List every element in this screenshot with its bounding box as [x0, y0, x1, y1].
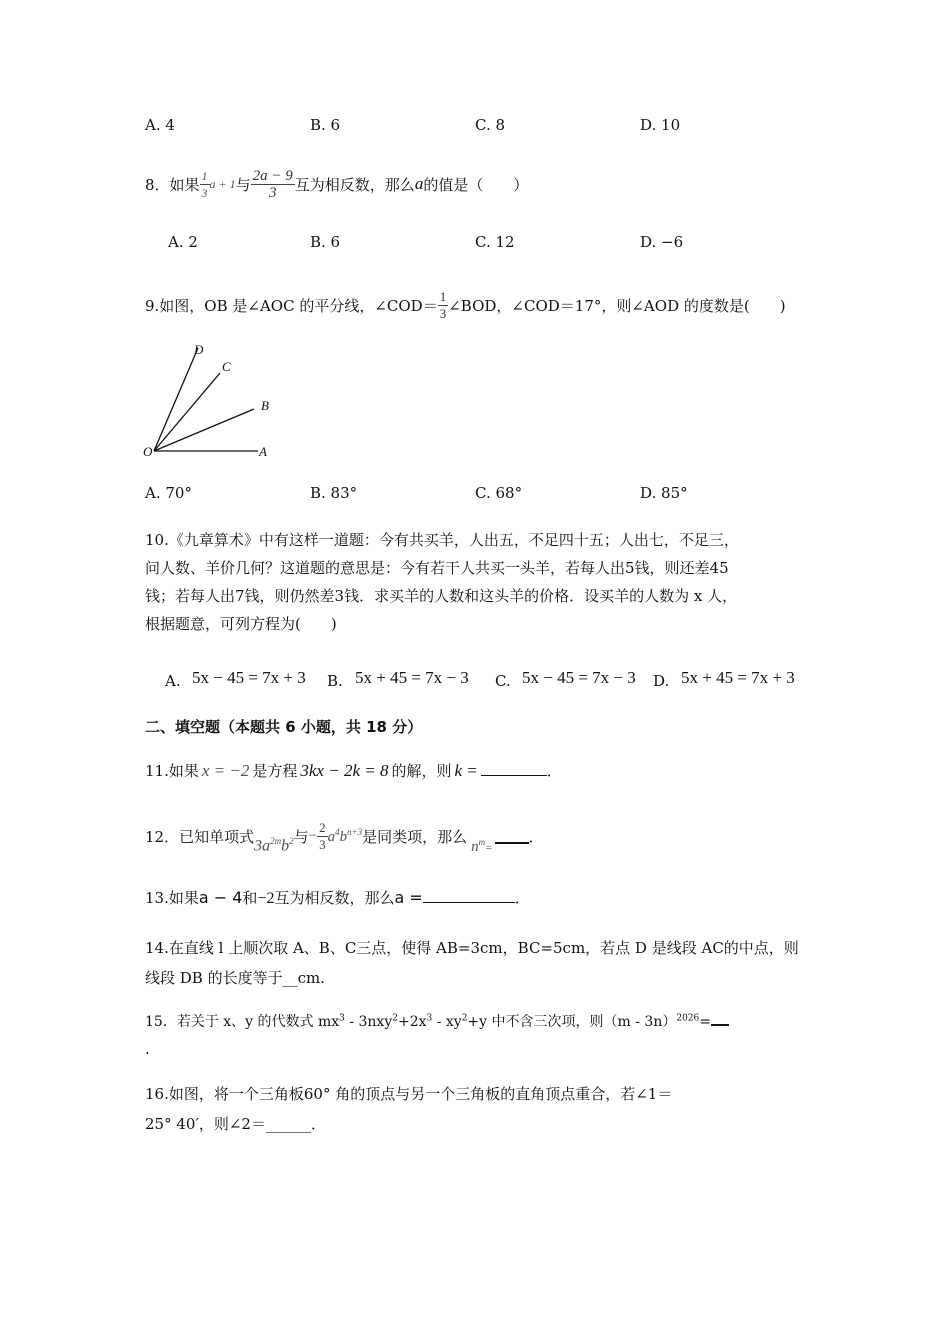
q13-math-2: −2: [257, 890, 275, 907]
q10-option-d-letter: D.: [653, 672, 670, 690]
label-d: D: [194, 342, 204, 357]
q15-a: 15．若关于 x、y 的代数式 mx: [145, 1014, 340, 1030]
q9-text-a: 9.如图，OB 是∠AOC 的平分线，∠COD＝: [145, 296, 438, 315]
q8-mid: 与: [235, 175, 251, 194]
q8-var: a: [414, 174, 424, 193]
q13-answer-blank[interactable]: [423, 888, 515, 903]
question-10: [145, 526, 810, 638]
q12-frac-num: 2: [319, 819, 326, 835]
q12-frac-den: 3: [319, 836, 326, 852]
q11-math-2: 3kx − 2k = 8: [300, 761, 389, 780]
q9-frac-num: 1: [439, 288, 447, 304]
q15-d: - xy: [432, 1014, 462, 1030]
q9-text-b: ∠BOD，∠COD＝17°，则∠AOD 的度数是( ): [448, 296, 786, 315]
q10-line-3: 钱；若每人出7钱，则仍然差3钱．求买羊的人数和这头羊的价格．设买羊的人数为 x 人，: [145, 587, 738, 605]
q8-fraction-2: [251, 168, 295, 201]
q10-option-a-letter: A.: [165, 672, 181, 690]
q15-answer-blank[interactable]: [711, 1010, 729, 1026]
q12-math-1: [254, 836, 294, 855]
q8-option-a: A. 2: [168, 233, 198, 251]
label-o: O: [143, 444, 153, 459]
q12-e3: m: [478, 836, 486, 847]
q10-option-b-expr: 5x + 45 = 7x − 3: [355, 668, 469, 687]
q12-a: 12．已知单项式: [145, 827, 255, 846]
q12-answer-blank[interactable]: [495, 828, 529, 844]
q11-math-3: k =: [454, 761, 478, 780]
q15-e2: 2: [392, 1013, 398, 1024]
q15-c: +2x: [397, 1014, 427, 1030]
q13-a: 13.如果: [145, 889, 199, 907]
question-14: [145, 933, 810, 993]
q15-e3: 3: [426, 1013, 433, 1024]
q8-frac1-den: 3: [201, 185, 208, 200]
q16-line-1: 16.如图，将一个三角板60° 角的顶点与另一个三角板的直角顶点重合，若∠1＝: [145, 1085, 673, 1103]
question-16: [145, 1079, 810, 1139]
q7-options: [145, 116, 845, 138]
q7-option-c: C. 8: [475, 116, 506, 134]
q9-fraction: [438, 289, 449, 322]
q13-b: 和: [242, 889, 258, 907]
label-b: B: [261, 398, 269, 413]
q11-answer-blank[interactable]: [481, 761, 547, 776]
q8-tail-a: 互为相反数，那么: [294, 175, 415, 194]
question-8: [145, 162, 528, 206]
q9-option-b: B. 83°: [310, 484, 358, 502]
q9-options: [145, 484, 845, 506]
q8-expr1-tail: a + 1: [209, 176, 236, 191]
q10-options: [165, 668, 845, 694]
q10-option-d-expr: 5x + 45 = 7x + 3: [681, 668, 795, 687]
q10-line-2: 问人数、羊价几何？这道题的意思是：今有若干人共买一头羊，若每人出5钱，则还差45: [145, 559, 729, 577]
q12-fraction: [317, 820, 328, 853]
q10-option-c-letter: C.: [495, 672, 511, 690]
q10-option-a-expr: 5x − 45 = 7x + 3: [192, 668, 306, 687]
q13-math-3: a =: [394, 888, 423, 907]
q12-m3: n: [471, 838, 479, 855]
q9-option-a: A. 70°: [145, 484, 192, 502]
q13-d: ．: [514, 889, 530, 907]
q7-option-d: D. 10: [640, 116, 681, 134]
q8-number: 8．如果: [145, 175, 200, 194]
q11-c: 的解，则: [391, 762, 452, 780]
q12-m2: a: [327, 828, 336, 845]
question-11: [145, 760, 562, 781]
q12-math-3: [471, 837, 492, 856]
q9-frac-den: 3: [439, 305, 447, 321]
q15-e4: 2: [461, 1013, 468, 1024]
q12-m2b: b: [339, 828, 348, 845]
q12-m3b: =: [485, 841, 493, 854]
label-a: A: [259, 444, 267, 459]
q8-options: [168, 233, 868, 255]
q12-b: 与: [293, 827, 309, 846]
q9-angle-figure: [140, 340, 290, 465]
q13-c: 互为相反数，那么: [274, 889, 395, 907]
q9-option-c: C. 68°: [475, 484, 523, 502]
question-9: [145, 283, 786, 327]
ray-oc: [154, 373, 220, 451]
q12-e1b: 2: [289, 836, 294, 847]
q7-option-b: B. 6: [310, 116, 341, 134]
q8-tail-b: 的值是（ ）: [423, 175, 529, 194]
q8-option-d: D. −6: [640, 233, 684, 251]
question-15: [145, 1010, 729, 1031]
q14-line-2: 线段 DB 的长度等于__cm.: [145, 969, 325, 987]
section-2-title: 二、填空题（本题共 6 小题，共 18 分）: [145, 718, 423, 736]
q15-end: .: [145, 1040, 150, 1058]
q8-fraction-1: [200, 168, 210, 201]
q16-line-2: 25° 40′，则∠2＝______．: [145, 1115, 326, 1133]
q11-b: 是方程: [252, 762, 298, 780]
q12-m1: 3a: [254, 837, 271, 855]
q9-option-d: D. 85°: [640, 484, 688, 502]
q8-frac1-num: 1: [201, 168, 208, 183]
question-12: 12．已知单项式 $3a^{2m}b^2$ 与 − $\frac{2}{3}$ $a^4b^{n+3}$ 是同类项，那么 $n^m=$ ．: [145, 819, 544, 855]
q10-option-c-expr: 5x − 45 = 7x − 3: [522, 668, 636, 687]
q12-e1: 2m: [270, 836, 282, 847]
q12-e2: 4: [335, 826, 340, 837]
q8-frac2-num: 2a − 9: [252, 167, 293, 184]
q12-math-2: [328, 827, 363, 846]
q10-line-1: 10.《九章算术》中有这样一道题：今有共买羊，人出五，不足四十五；人出七，不足三，: [145, 531, 739, 549]
q12-e2b: n+3: [347, 826, 363, 837]
q10-line-4: 根据题意，可列方程为( ): [145, 615, 337, 633]
q8-option-b: B. 6: [310, 233, 341, 251]
q11-d: ．: [546, 762, 562, 780]
q14-line-1: 14.在直线 l 上顺次取 A、B、C三点，使得 AB=3cm，BC=5cm，若点 D 是线段 AC的中点，则: [145, 939, 799, 957]
q12-c: 是同类项，那么: [362, 827, 468, 846]
q15-e5: 2026: [676, 1013, 700, 1024]
q15-b: - 3nxy: [344, 1014, 393, 1030]
q15-f: +y 中不含三次项，则（m - 3n）: [467, 1014, 677, 1030]
q15-g: =: [699, 1014, 711, 1030]
q13-math-1: a − 4: [198, 888, 243, 907]
q8-frac2-den: 3: [268, 184, 277, 201]
q11-math-1: x = −2: [201, 761, 250, 780]
q7-option-a: A. 4: [145, 116, 175, 134]
q11-a: 11.如果: [145, 762, 199, 780]
q12-d: ．: [528, 827, 544, 846]
q10-option-b-letter: B.: [327, 672, 343, 690]
label-c: C: [222, 359, 231, 374]
q8-option-c: C. 12: [475, 233, 515, 251]
q12-m1b: b: [281, 837, 290, 855]
q15-e1: 3: [339, 1013, 345, 1024]
question-13: [145, 887, 530, 908]
